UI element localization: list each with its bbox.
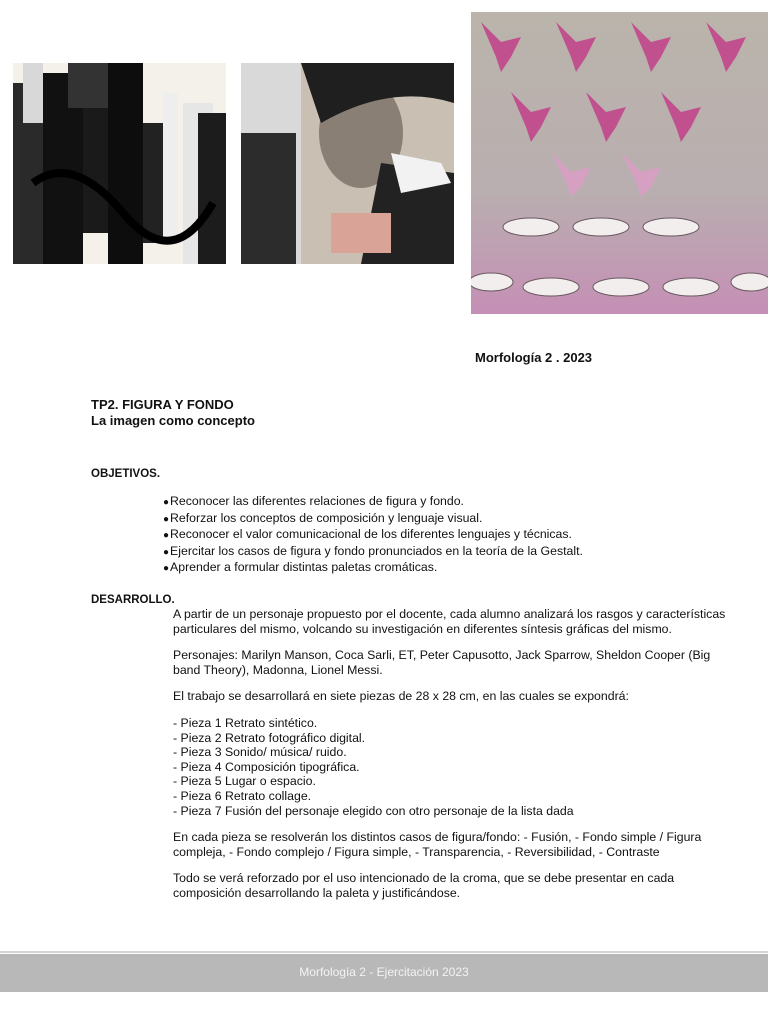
list-item: ● Reforzar los conceptos de composición y lenguaje visual. [163,511,583,528]
birds-pattern-image [471,12,768,314]
list-item: ● Reconocer el valor comunicacional de los diferentes lenguajes y técnicas. [163,527,583,544]
list-item: - Pieza 4 Composición tipográfica. [173,759,360,774]
pieces-list [173,716,733,818]
page-footer [0,954,768,992]
list-item: ● Ejercitar los casos de figura y fondo pronunciados en la teoría de la Gestalt. [163,544,583,561]
desarrollo-paragraph-casos: En cada pieza se resolverán los distintos casos de figura/fondo: - Fusión, - Fondo simple / Figura compleja, - Fondo complejo / Figura simple, - Transparencia, - Reversibilidad, - Contraste [173,830,702,859]
face-collage-image [241,63,454,264]
desarrollo-paragraph-intro: A partir de un personaje propuesto por el docente, cada alumno analizará los rasgos y características particulares del mismo, volcando su investigación en diferentes síntesis gráficas del mismo. [173,607,726,636]
list-item: - Pieza 2 Retrato fotográfico digital. [173,730,366,745]
desarrollo-body [173,607,733,913]
course-header: Morfología 2 . 2023 [475,350,593,365]
objetivos-list [163,494,583,577]
desarrollo-paragraph-personajes: Personajes: Marilyn Manson, Coca Sarli, ET, Peter Capusotto, Jack Sparrow, Sheldon Cooper (Big band Theory), Madonna, Lionel Messi. [173,648,711,677]
list-item: ● Aprender a formular distintas paletas cromáticas. [163,560,583,577]
list-item: - Pieza 1 Retrato sintético. [173,715,318,730]
city-collage-image [13,63,226,264]
desarrollo-paragraph-croma: Todo se verá reforzado por el uso intencionado de la croma, que se debe presentar en cada composición desarrollando la paleta y justificándose. [173,871,675,900]
list-item: - Pieza 3 Sonido/ música/ ruido. [173,745,347,760]
list-item: ● Reconocer las diferentes relaciones de figura y fondo. [163,494,583,511]
assignment-subtitle: La imagen como concepto [91,413,255,428]
desarrollo-heading: DESARROLLO. [91,594,175,606]
list-item: - Pieza 5 Lugar o espacio. [173,774,316,789]
objetivos-heading: OBJETIVOS. [91,468,161,480]
footer-text: Morfología 2 - Ejercitación 2023 [299,965,469,979]
desarrollo-paragraph-piezas: El trabajo se desarrollará en siete piezas de 28 x 28 cm, en las cuales se expondrá: [173,689,629,704]
footer-divider [0,951,768,953]
list-item: - Pieza 7 Fusión del personaje elegido con otro personaje de la lista dada [173,803,574,818]
list-item: - Pieza 6 Retrato collage. [173,788,312,803]
assignment-title [91,397,255,429]
assignment-title-line1: TP2. FIGURA Y FONDO [91,397,234,412]
